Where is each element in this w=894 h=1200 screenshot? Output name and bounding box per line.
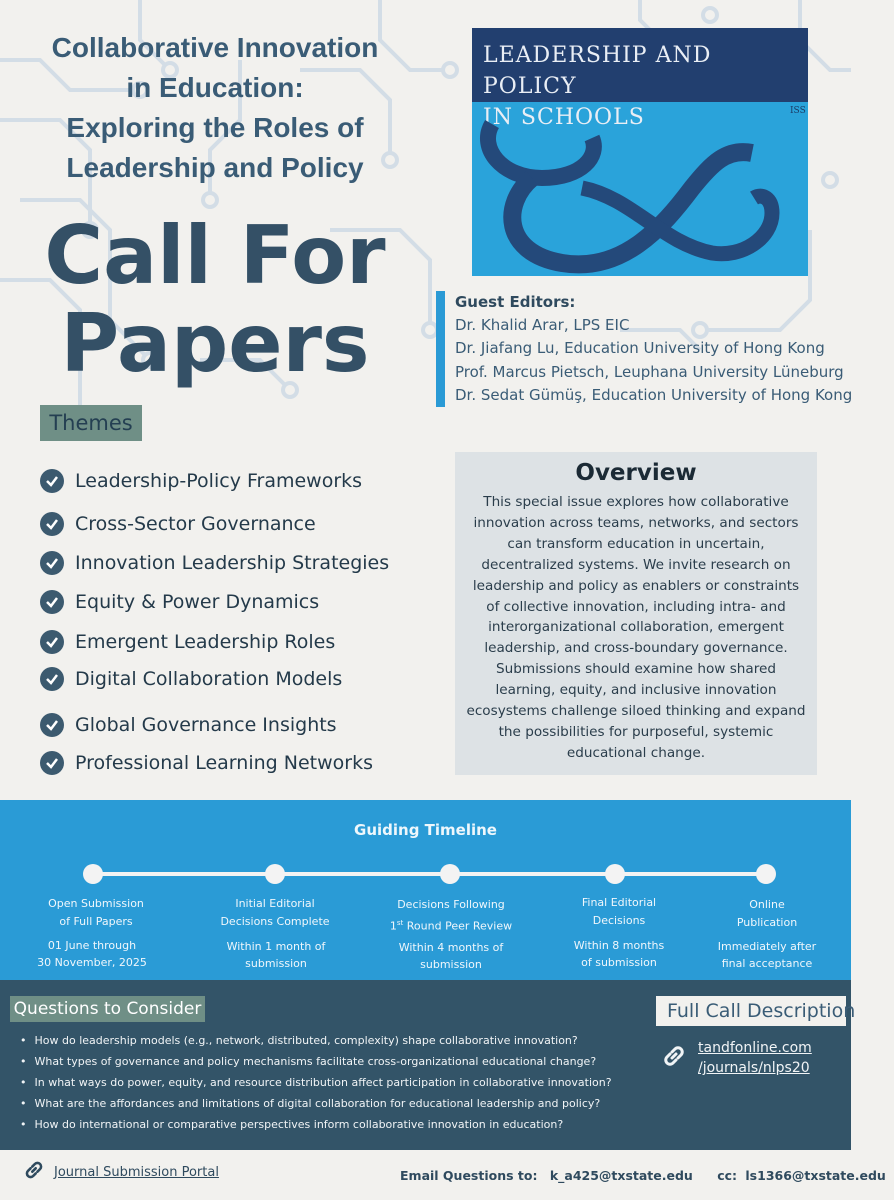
step-date-line-2: of submission bbox=[581, 956, 657, 969]
full-call-url-line-2[interactable]: /journals/nlps20 bbox=[698, 1060, 810, 1076]
editor-name: Dr. Jiafang Lu, Education University of Hong Kong bbox=[455, 339, 825, 358]
theme-item bbox=[40, 589, 319, 615]
question-item: • How do international or comparative perspectives inform collaborative innovation in education? bbox=[20, 1114, 612, 1135]
theme-label: Digital Collaboration Models bbox=[75, 668, 343, 690]
step-label-line-1: Online bbox=[749, 898, 785, 911]
check-circle-icon bbox=[40, 590, 64, 614]
link-icon bbox=[22, 1158, 46, 1186]
step-date-line-2: submission bbox=[245, 957, 307, 970]
step-label-line-2: 1st Round Peer Review bbox=[389, 919, 513, 933]
questions-list bbox=[20, 1030, 612, 1135]
step-date-line-2: 30 November, 2025 bbox=[37, 956, 147, 969]
theme-label: Cross-Sector Governance bbox=[75, 513, 316, 535]
timeline-step bbox=[21, 895, 171, 931]
question-item: • What are the affordances and limitations of digital collaboration for educational leadership and policy? bbox=[20, 1093, 612, 1114]
theme-label: Leadership-Policy Frameworks bbox=[75, 470, 363, 492]
issue-title bbox=[20, 28, 410, 188]
check-circle-icon bbox=[40, 630, 64, 654]
timeline-date bbox=[376, 939, 526, 973]
question-item: • What types of governance and policy mechanisms facilitate cross-organizational educational change? bbox=[20, 1051, 612, 1072]
timeline-date bbox=[692, 938, 842, 972]
step-label-line-2: Decisions bbox=[592, 914, 646, 927]
theme-label: Equity & Power Dynamics bbox=[75, 591, 320, 613]
overview-heading: Overview bbox=[575, 460, 697, 486]
timeline-heading: Guiding Timeline bbox=[354, 821, 497, 839]
email-primary[interactable]: k_a425@txstate.edu bbox=[549, 1168, 693, 1183]
theme-item bbox=[40, 750, 373, 776]
footer bbox=[0, 1150, 886, 1200]
title-line-3: Exploring the Roles of bbox=[66, 112, 364, 143]
check-circle-icon bbox=[40, 713, 64, 737]
timeline-dot bbox=[440, 864, 460, 884]
ampersand-graphic bbox=[472, 28, 808, 276]
timeline-step bbox=[376, 896, 526, 936]
cfp-line-2: Papers bbox=[60, 297, 370, 390]
timeline-step bbox=[692, 896, 842, 932]
cc-label: cc: bbox=[717, 1168, 738, 1183]
check-circle-icon bbox=[40, 469, 64, 493]
timeline-date bbox=[544, 937, 694, 971]
question-item: • How do leadership models (e.g., network, distributed, complexity) shape collaborative innovation? bbox=[20, 1030, 612, 1051]
editor-name: Dr. Khalid Arar, LPS EIC bbox=[455, 316, 630, 334]
email-label: Email Questions to: bbox=[400, 1168, 538, 1183]
submission-portal-label[interactable]: Journal Submission Portal bbox=[54, 1164, 219, 1180]
timeline-line bbox=[93, 872, 767, 876]
step-label-line-2: of Full Papers bbox=[59, 915, 133, 928]
step-date-line-1: Immediately after bbox=[717, 940, 817, 953]
timeline-step bbox=[200, 895, 350, 931]
journal-cover-image bbox=[472, 28, 808, 276]
step-label-line-1: Open Submission bbox=[48, 897, 144, 910]
cover-issn: ISS bbox=[790, 106, 806, 116]
full-call-url[interactable] bbox=[698, 1038, 812, 1078]
link-icon bbox=[660, 1042, 688, 1074]
full-call-heading: Full Call Description bbox=[656, 996, 846, 1026]
overview-body: This special issue explores how collaborative innovation across teams, networks, and sectors can transform education in uncertain, decentralized systems. We invite research on leadership and policy as enablers or constraints of collective innovation, including intra- and interorganizational collaboration, emergent leadership, and cross-boundary governance. Submissions should examine how shared learning, equity, and inclusive innovation ecosystems challenge siloed thinking and expand the possibilities for purposeful, systemic educational change. bbox=[466, 494, 806, 761]
title-line-4: Leadership and Policy bbox=[66, 152, 364, 183]
submission-portal-link[interactable] bbox=[22, 1158, 219, 1186]
contact-emails bbox=[400, 1168, 894, 1183]
theme-label: Innovation Leadership Strategies bbox=[75, 552, 390, 574]
step-label-line-2: Decisions Complete bbox=[220, 915, 330, 928]
full-call-url-line-1[interactable]: tandfonline.com bbox=[698, 1040, 812, 1056]
questions-section bbox=[0, 980, 856, 1150]
theme-item bbox=[40, 712, 337, 738]
theme-label: Professional Learning Networks bbox=[75, 752, 373, 774]
theme-item bbox=[40, 468, 362, 494]
step-label-line-1: Final Editorial bbox=[581, 896, 657, 909]
step-label-line-2: Publication bbox=[736, 916, 798, 929]
theme-item bbox=[40, 666, 342, 692]
theme-item bbox=[40, 550, 389, 576]
cfp-line-1: Call For bbox=[44, 209, 386, 302]
check-circle-icon bbox=[40, 551, 64, 575]
step-label-line-1: Initial Editorial bbox=[235, 897, 315, 910]
editor-name: Dr. Sedat Gümüş, Education University of Hong Kong bbox=[455, 385, 853, 404]
timeline-dot bbox=[756, 864, 776, 884]
timeline-step bbox=[544, 894, 694, 930]
full-call-link[interactable] bbox=[660, 1038, 812, 1078]
timeline-dot bbox=[605, 864, 625, 884]
theme-label: Global Governance Insights bbox=[75, 714, 337, 736]
editor-name: Prof. Marcus Pietsch, Leuphana University Lüneburg bbox=[455, 362, 844, 381]
guest-editors bbox=[436, 291, 853, 407]
step-date-line-1: Within 1 month of bbox=[226, 940, 326, 953]
step-date-line-1: Within 8 months bbox=[573, 939, 665, 952]
questions-heading: Questions to Consider bbox=[10, 996, 205, 1022]
timeline-date bbox=[17, 937, 167, 971]
question-item: • In what ways do power, equity, and resource distribution affect participation in collaborative innovation? bbox=[20, 1072, 612, 1093]
step-date-line-2: submission bbox=[420, 958, 482, 971]
check-circle-icon bbox=[40, 751, 64, 775]
email-cc[interactable]: ls1366@txstate.edu bbox=[745, 1168, 886, 1183]
check-circle-icon bbox=[40, 512, 64, 536]
step-label-line-1: Decisions Following bbox=[397, 898, 505, 911]
title-line-1: Collaborative Innovation bbox=[51, 32, 379, 63]
timeline-dot bbox=[265, 864, 285, 884]
theme-label: Emergent Leadership Roles bbox=[75, 631, 336, 653]
timeline-dot bbox=[83, 864, 103, 884]
check-circle-icon bbox=[40, 667, 64, 691]
title-line-2: in Education: bbox=[126, 72, 304, 103]
cover-title-line-1: LEADERSHIP AND POLICY bbox=[483, 43, 712, 99]
theme-item bbox=[40, 511, 316, 537]
guest-editors-heading: Guest Editors: bbox=[455, 293, 576, 311]
guiding-timeline bbox=[0, 800, 851, 980]
call-for-papers-heading bbox=[20, 209, 410, 390]
themes-heading: Themes bbox=[40, 405, 142, 441]
step-date-line-1: Within 4 months of bbox=[398, 941, 504, 954]
cover-title-line-2: IN SCHOOLS bbox=[483, 105, 645, 130]
step-date-line-2: final acceptance bbox=[721, 957, 813, 970]
theme-item bbox=[40, 629, 335, 655]
overview-box bbox=[455, 452, 817, 775]
timeline-date bbox=[201, 938, 351, 972]
step-date-line-1: 01 June through bbox=[47, 939, 137, 952]
